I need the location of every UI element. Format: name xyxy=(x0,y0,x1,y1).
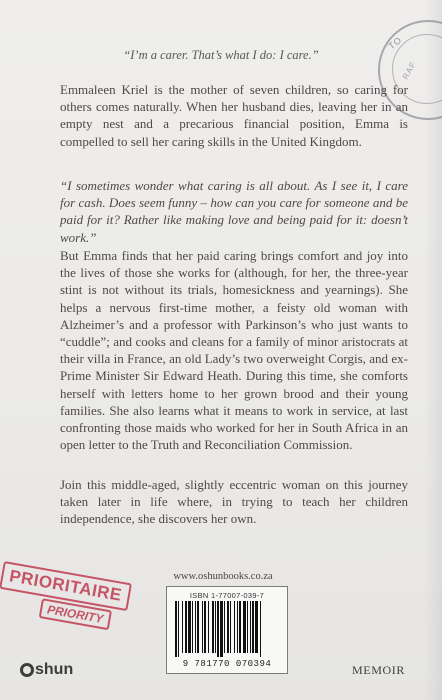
oshun-o-logo-icon xyxy=(20,663,34,677)
barcode-bar xyxy=(215,601,216,653)
barcode-bar xyxy=(208,601,209,653)
barcode-bar xyxy=(192,601,193,653)
barcode-bar xyxy=(237,601,238,653)
postmark-text-secondary: RAF xyxy=(400,60,419,81)
publisher-website: www.oshunbooks.co.za xyxy=(173,571,273,582)
barcode-bar xyxy=(239,601,241,653)
barcode-bar xyxy=(212,601,214,653)
barcode-bar xyxy=(250,601,251,653)
postmark-text: TO xyxy=(386,34,404,52)
publisher-name: shun xyxy=(35,661,74,678)
opening-quote: “I’m a carer. That’s what I do: I care.” xyxy=(123,48,319,62)
barcode-bar xyxy=(234,601,235,653)
blurb-intro: Emmaleen Kriel is the mother of seven children, so caring for others comes naturally. When her husband dies, leaving her in an empty nest and a precarious financial position, Emma is compelled to sell her caring skills in the United Kingdom. xyxy=(60,82,408,149)
isbn-label: ISBN 1-77007-039-7 xyxy=(189,591,265,600)
stamp-prioritaire: PRIORITAIRE xyxy=(0,561,132,611)
barcode-bar xyxy=(204,601,206,653)
barcode-bar xyxy=(224,601,225,653)
stamp-priority: PRIORITY xyxy=(39,598,112,630)
barcode-bar xyxy=(243,601,246,653)
barcode-panel xyxy=(166,586,288,674)
barcode-bar xyxy=(195,601,196,653)
barcode-bar xyxy=(255,601,258,653)
barcode-bar xyxy=(188,601,191,653)
barcode-bar xyxy=(260,601,261,657)
barcode-bar xyxy=(247,601,248,653)
barcode-number: 9 781770 070394 xyxy=(182,659,272,669)
barcode-bar xyxy=(252,601,254,653)
barcode-bar xyxy=(217,601,219,657)
barcode-bar xyxy=(227,601,229,653)
barcode-bar xyxy=(197,601,199,653)
barcode-bar xyxy=(175,601,177,657)
publisher-logo xyxy=(20,661,73,679)
genre-label: MEMOIR xyxy=(352,663,405,677)
blurb-story: But Emma finds that her paid caring brings comfort and joy into the lives of those she works for (although, for her, the three-year stint is not without its trials, homesickness and yearnings). She helps a nervous first-time mother, a feisty old woman with Alzheimer’s and a professor with Parkinson’s who just wants to “cuddle”; and cooks and cleans for a family of minor aristocrats at their villa in France, an old Lady’s two overweight Corgis, and ex-Prime Minister Sir Edward Heath. During this time, she comforts herself with letters home to her grown brood and their young families. She also learns what it means to work in service, at last confronting those maids who worked for her in South Africa in an open letter to the Truth and Reconciliation Commission. xyxy=(60,248,408,453)
barcode-bar xyxy=(202,601,203,653)
blurb-closing: Join this middle-aged, slightly eccentric woman on this journey taken later in life where, in trying to teach her children independence, she discovers her own. xyxy=(60,477,408,527)
barcode-bar xyxy=(185,601,187,653)
barcode-bar xyxy=(220,601,223,657)
blurb-quote: “I sometimes wonder what caring is all about. As I see it, I care for cash. Does seem funny – how can you care for someone and be paid for it? Rather like making love and being paid for it: doesn’t work.” xyxy=(60,178,408,245)
barcode-bar xyxy=(230,601,231,653)
barcode-bar xyxy=(182,601,183,653)
barcode-icon xyxy=(175,601,279,657)
barcode-bar xyxy=(178,601,179,657)
